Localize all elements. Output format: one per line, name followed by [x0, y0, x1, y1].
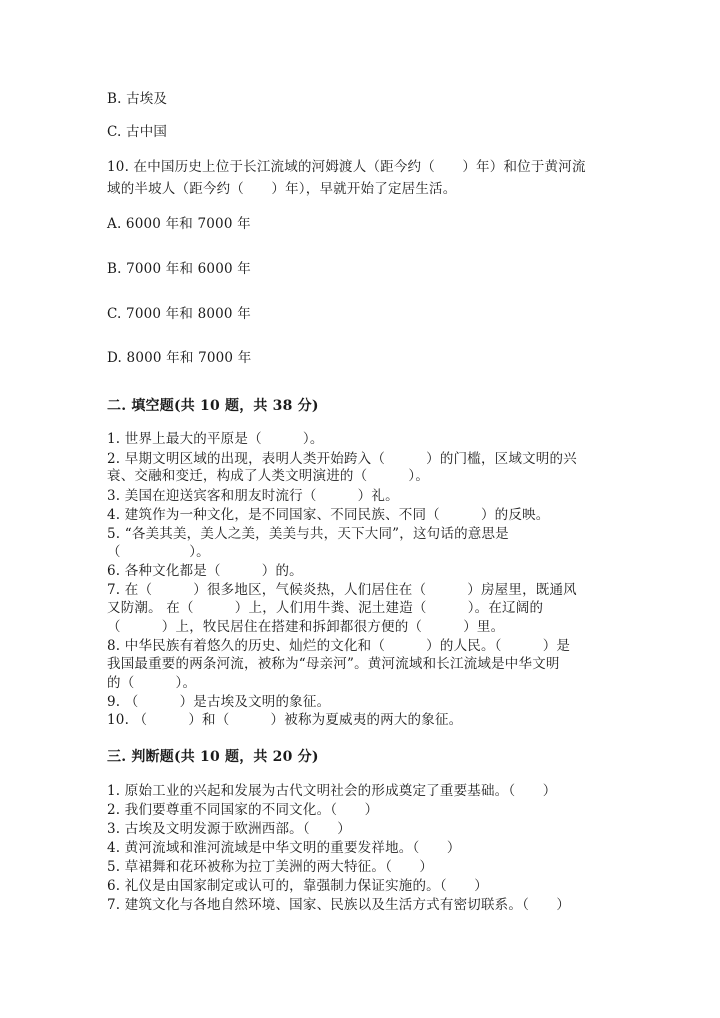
fill-blank-line: 7. 在（ ）很多地区，气候炎热，人们居住在（ ）房屋里，既通风 — [107, 582, 577, 598]
true-false-item: 6. 礼仪是由国家制定或认可的，靠强制力保证实施的。（ ） — [107, 878, 488, 894]
fill-blank-line: （ ）。 — [107, 544, 210, 560]
q10-option-c: C. 7000 年和 8000 年 — [107, 306, 251, 322]
fill-blank-line: 我国最重要的两条河流，被称为“母亲河”。黄河流域和长江流域是中华文明 — [107, 656, 560, 672]
fill-blank-line: 1. 世界上最大的平原是（ ）。 — [107, 431, 324, 447]
fill-blank-line: 8. 中华民族有着悠久的历史、灿烂的文化和（ ）的人民。（ ）是 — [107, 638, 571, 654]
true-false-item: 3. 古埃及文明发源于欧洲西部。（ ） — [107, 821, 351, 837]
fill-blank-line: 4. 建筑作为一种文化，是不同国家、不同民族、不同（ ）的反映。 — [107, 507, 550, 523]
question-10-line-2: 域的半坡人（距今约（ ）年），早就开始了定居生活。 — [107, 181, 457, 197]
true-false-item: 7. 建筑文化与各地自然环境、国家、民族以及生活方式有密切联系。（ ） — [107, 897, 571, 913]
q10-option-b: B. 7000 年和 6000 年 — [107, 261, 251, 277]
q10-option-a: A. 6000 年和 7000 年 — [107, 216, 251, 232]
fill-blank-line: 又防潮。 在（ ）上，人们用牛粪、泥土建造（ ）。在辽阔的 — [107, 600, 544, 616]
fill-blank-line: 5. “各美其美，美人之美，美美与共，天下大同”，这句话的意思是 — [107, 526, 509, 542]
fill-blank-line: 3. 美国在迎送宾客和朋友时流行（ ）礼。 — [107, 488, 399, 504]
fill-blank-line: 衰、交融和变迁，构成了人类文明演进的（ ）。 — [107, 468, 430, 484]
option-b: B. 古埃及 — [107, 91, 168, 107]
fill-blank-line: 6. 各种文化都是（ ）的。 — [107, 563, 303, 579]
true-false-item: 5. 草裙舞和花环被称为拉丁美洲的两大特征。（ ） — [107, 859, 434, 875]
fill-blank-line: （ ）上，牧民居住在搭建和拆卸都很方便的（ ）里。 — [107, 619, 505, 635]
fill-blank-line: 10. （ ）和（ ）被称为夏威夷的两大的象征。 — [107, 712, 463, 728]
question-10-line-1: 10. 在中国历史上位于长江流域的河姆渡人（距今约（ ）年）和位于黄河流 — [107, 159, 586, 175]
fill-blank-line: 9. （ ）是古埃及文明的象征。 — [107, 694, 331, 710]
section-heading-fill-blank: 二. 填空题(共 10 题，共 38 分) — [107, 398, 319, 414]
true-false-item: 4. 黄河流域和淮河流域是中华文明的重要发祥地。（ ） — [107, 840, 461, 856]
q10-option-d: D. 8000 年和 7000 年 — [107, 350, 252, 366]
section-heading-true-false: 三. 判断题(共 10 题，共 20 分) — [107, 749, 319, 765]
fill-blank-line: 的（ ）。 — [107, 675, 197, 691]
fill-blank-line: 2. 早期文明区域的出现，表明人类开始跨入（ ）的门槛，区域文明的兴 — [107, 451, 577, 467]
true-false-item: 1. 原始工业的兴起和发展为古代文明社会的形成奠定了重要基础。（ ） — [107, 783, 557, 799]
true-false-item: 2. 我们要尊重不同国家的不同文化。（ ） — [107, 802, 379, 818]
option-c: C. 古中国 — [107, 124, 168, 140]
